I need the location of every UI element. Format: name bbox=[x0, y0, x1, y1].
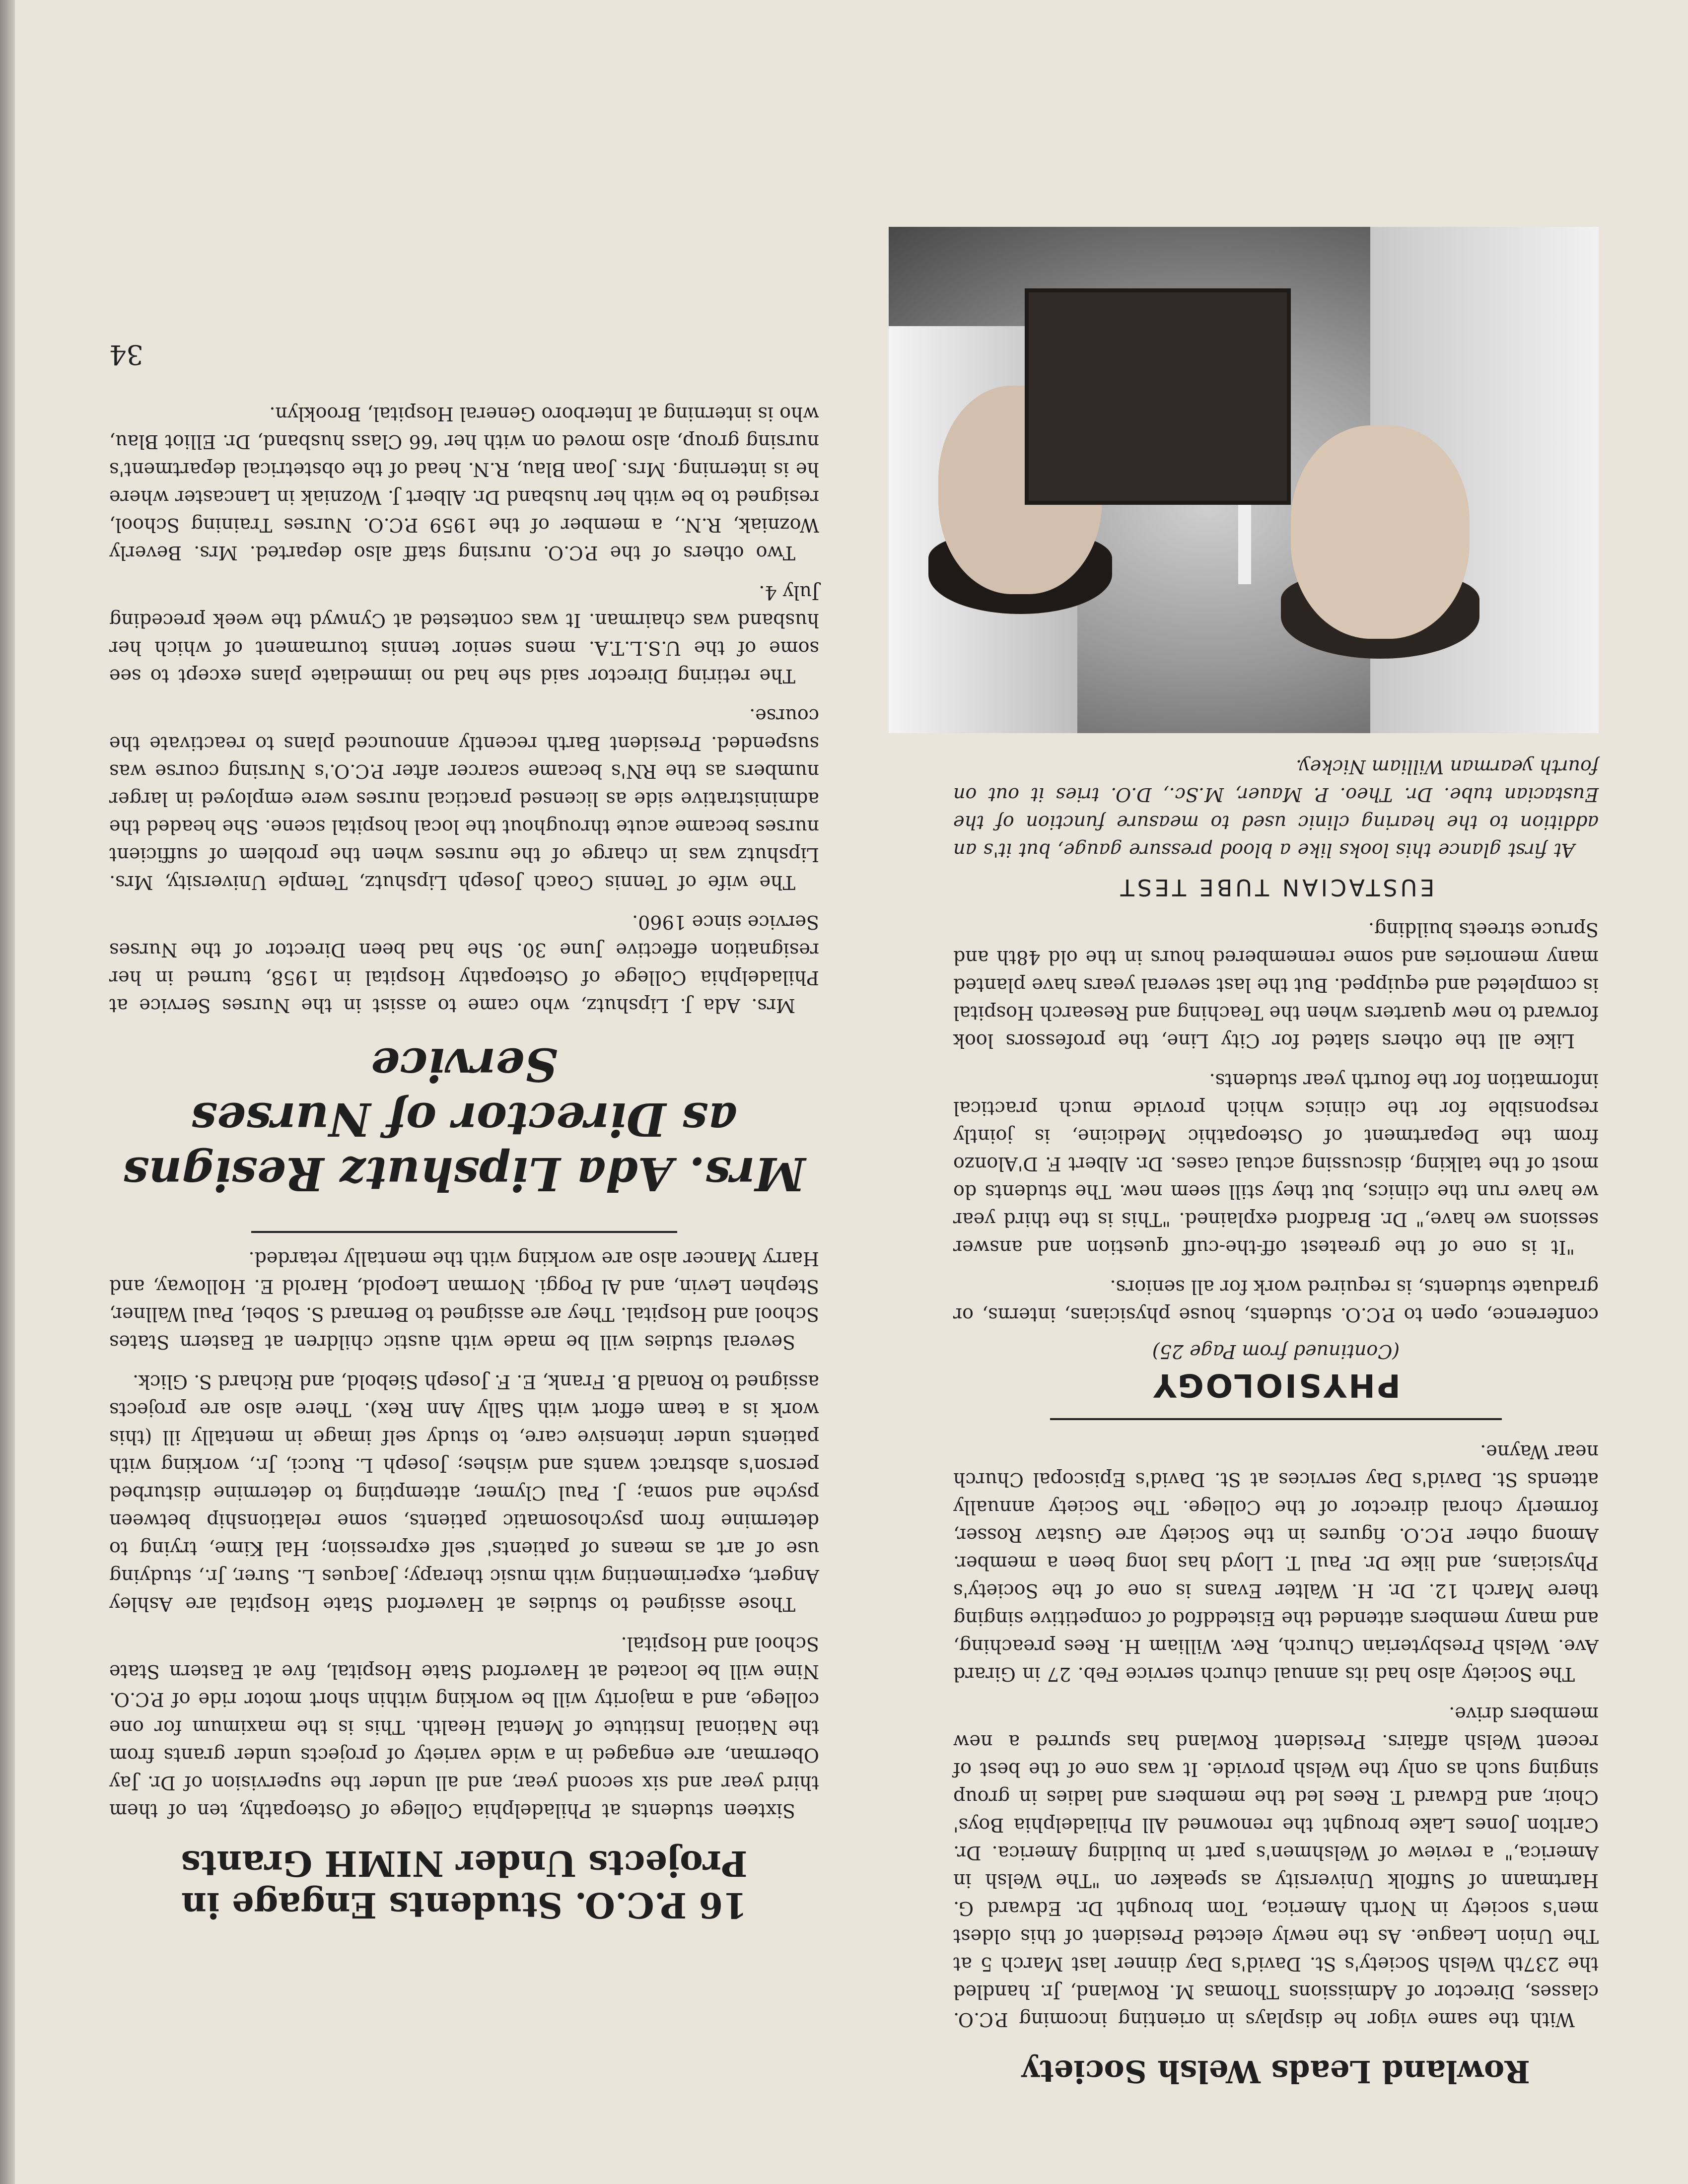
lipshutz-headline: Mrs. Ada Lipshutz Resigns as Director of Nurses Service bbox=[123, 1038, 806, 1201]
lipshutz-paragraph: The retiring Director said she had no immediate plans except to see some of the U.S.L.T.A. mens senior tennis tournament of which her husband was chairman. It was contested at Cynwyd the week preceding July 4. bbox=[109, 582, 819, 687]
lipshutz-paragraph: Two others of the P.C.O. nursing staff also departed. Mrs. Beverly Wozniak, R.N., a member of the 1959 P.C.O. Nurses Training School, resigned to be with her husband Dr. Albert J. Wozniak in Lancaster where he is interning. Mrs. Joan Blau, R.N. head of the obstetrical department's nursing group, also moved on with her '66 Class husband, Dr. Elliot Blau, who is interning at Interboro General Hospital, Brooklyn. bbox=[109, 403, 819, 564]
figure-title: EUSTACIAN TUBE TEST bbox=[1117, 874, 1435, 901]
welsh-paragraph: With the same vigor he displays in orienting incoming P.C.O. classes, Director of Admissions Thomas M. Rowland, Jr. handled the 237th Welsh Society's St. David's Day dinner last March 5 at The Union League. As the newly elected President of this oldest men's society in North America, Tom brought Dr. Edward G. Hartmann of Suffolk University as speaker on "The Welsh in America," a review of Welshmen's part in building America. Dr. Carlton Jones Lake brought the renowned All Philadelphia Boys' Choir, and Edward T. Rees led the members and ladies in group singing such as only the Welsh provide. It was one of the best of recent Welsh affairs. President Rowland has spurred a new members drive. bbox=[953, 1703, 1599, 2031]
welsh-paragraph: The Society also had its annual church service Feb. 27 in Girard Ave. Welsh Presbyterian Church, Rev. William H. Rees preaching, and many members attended the Eisteddfod of competitive singing there March 12. Dr. H. Walter Evans is one of the Society's Physicians, and like Dr. Paul T. Lloyd has long been a member. Among other P.C.O. figures in the Society are Gustav Rosser, formerly choral director of the College. The Society annually attends St. David's Day services at St. David's Episcopal Church near Wayne. bbox=[953, 1441, 1599, 1685]
nimh-paragraph: Those assigned to studies at Haverford State Hospital are Ashley Angert, experimenting with music therapy; Jacques L. Surer, Jr., studying use of art as means of patients' self expression; Hal Kime, trying to determine from psychosomatic patients, some relationship between psyche and soma; J. Paul Clymer, attempting to determine disturbed person's abstract wants and wishes; Joseph L. Rucci, Jr., working with patients under intensive care, to study self image in mentally ill (this work is a team effort with Sally Ann Rex). There also are projects assigned to Ronald B. Frank, E. F. Joseph Siebold, and Richard S. Glick. bbox=[109, 1371, 819, 1615]
physiology-paragraph: Like all the others slated for City Line, the professors look forward to new quarters when the Teaching and Research Hospital is completed and equipped. But the last several years have planted many memories and some remembered hours in the old 48th and Spruce streets building. bbox=[953, 919, 1599, 1052]
physiology-headline: PHYSIOLOGY bbox=[1151, 1366, 1401, 1403]
figure-caption: At first glance this looks like a blood pressure gauge, but it's an addition to the hearing clinic used to measure function of the Eustacian tube. Dr. Theo. P. Mauer, M.Sc., D.O. tries it out on fourth yearman William Nickey. bbox=[953, 756, 1599, 861]
physiology-paragraph: conference, open to P.C.O. students, house physicians, interns, or graduate students, is required work for all seniors. bbox=[953, 1276, 1599, 1326]
welsh-society-headline: Rowland Leads Welsh Society bbox=[1022, 2053, 1530, 2090]
nimh-paragraph: Sixteen students at Philadelphia College of Osteopathy, ten of them third year and six second year, and all under the supervision of Dr. Jay Oberman, are engaged in a wide variety of projects under grants from the National Institute of Mental Health. This is the maximum for one college, and a majority will be working within short motor ride of P.C.O. Nine will be located at Haverford State Hospital, five at Eastern State School and Hospital. bbox=[109, 1633, 819, 1822]
nimh-paragraph: Several studies will be made with austic children at Eastern States School and Hospital. They are assigned to Bernard S. Sobel, Paul Wallner, Stephen Levin, and Al Poggi. Norman Leopold, Harold E. Holloway, and Harry Mancer also are working with the mentally retarded. bbox=[109, 1248, 819, 1353]
book-spine bbox=[0, 0, 15, 2184]
right-column bbox=[109, 339, 819, 1926]
photo-student-face bbox=[1291, 425, 1470, 639]
photo-device bbox=[1025, 288, 1291, 505]
section-divider bbox=[1050, 1418, 1502, 1420]
eustacian-tube-photo bbox=[889, 227, 1599, 733]
continued-note: (Continued from Page 25) bbox=[1152, 1341, 1400, 1363]
left-column bbox=[953, 227, 1599, 2095]
lipshutz-paragraph: Mrs. Ada J. Lipshutz, who came to assist in the Nurses Service at Philadelphia College of Osteopathy Hospital in 1958, turned in her resignation effective June 30. She had been Director of the Nurses Service since 1960. bbox=[109, 911, 819, 1017]
lipshutz-paragraph: The wife of Tennis Coach Joseph Lipshutz, Temple University, Mrs. Lipshutz was in charge of the nurses when the problem of sufficient nurses became acute throughout the local hospital scene. She headed the administrative side as licensed practical nurses were employed in larger numbers as the RN's became scarcer after P.C.O.'s Nursing course was suspended. President Barth recently announced plans to reactivate the course. bbox=[109, 705, 819, 893]
section-divider bbox=[251, 1231, 677, 1233]
nimh-headline: 16 P.C.O. Students Engage in Projects Under NIMH Grants bbox=[181, 1843, 748, 1926]
physiology-paragraph: "It is one of the greatest off-the-cuff question and answer sessions we have," Dr. Bradford explained. "This is the third year we have run the clinics, but they still seem new. The students do most of the talking, discussing actual cases. Dr. Albert F. D'Alonzo from the Department of Osteopathic Medicine, is jointly responsible for the clinics which provide much practical information for the fourth year students. bbox=[953, 1070, 1599, 1258]
page-number: 34 bbox=[109, 339, 143, 370]
